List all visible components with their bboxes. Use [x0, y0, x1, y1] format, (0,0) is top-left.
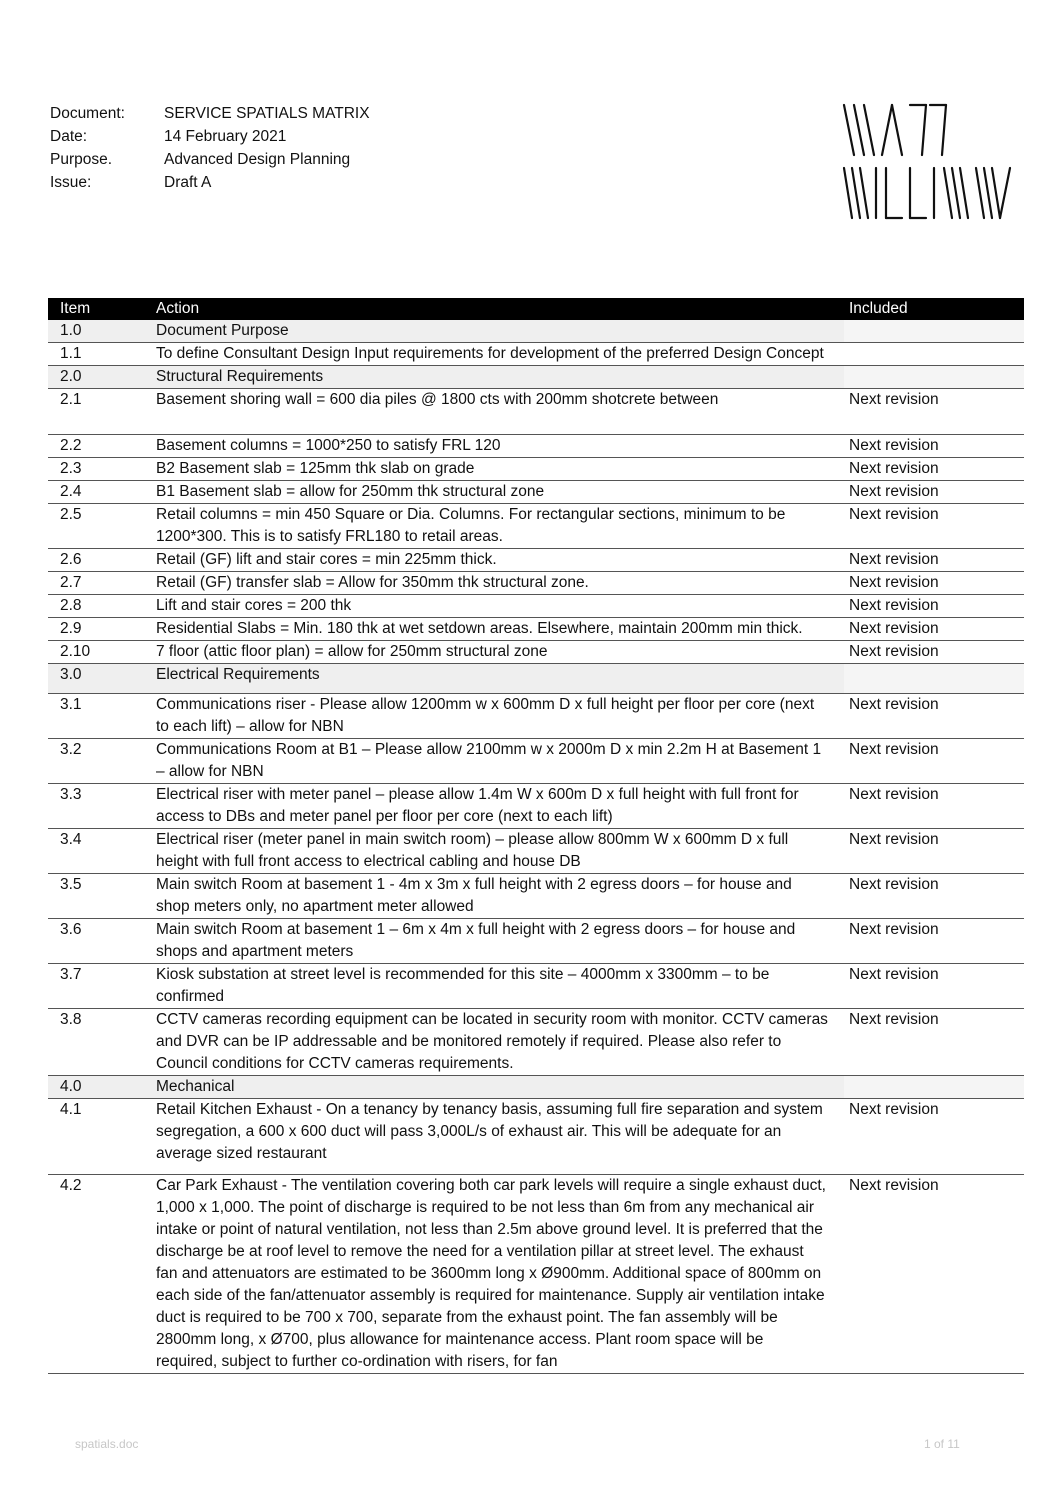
included-status: Next revision [844, 435, 1024, 458]
action-text: Main switch Room at basement 1 - 4m x 3m x full height with 2 egress doors – for house and shop meters only, no apartment meter allowed [151, 874, 844, 919]
included-status: Next revision [844, 572, 1024, 595]
table-row [48, 1009, 1024, 1076]
section-title: Electrical Requirements [151, 664, 844, 694]
table-row [48, 1099, 1024, 1175]
included-status: Next revision [844, 694, 1024, 739]
included-status: Next revision [844, 389, 1024, 435]
section-title: Structural Requirements [151, 366, 844, 389]
table-row [48, 618, 1024, 641]
action-text: Electrical riser (meter panel in main switch room) – please allow 800mm W x 600mm D x full height with full front access to electrical cabling and house DB [151, 829, 844, 874]
included-status: Next revision [844, 504, 1024, 549]
included-status: Next revision [844, 641, 1024, 664]
table-row [48, 389, 1024, 435]
section-row [48, 320, 1024, 343]
column-header-item: Item [48, 298, 151, 320]
table-row [48, 829, 1024, 874]
item-number: 2.3 [48, 458, 151, 481]
item-number: 4.0 [48, 1076, 151, 1099]
table-row [48, 481, 1024, 504]
item-number: 2.1 [48, 389, 151, 435]
included-status: Next revision [844, 919, 1024, 964]
meta-document-label: Document: [50, 105, 125, 122]
included-status: Next revision [844, 618, 1024, 641]
item-number: 2.10 [48, 641, 151, 664]
table-row [48, 919, 1024, 964]
section-row [48, 366, 1024, 389]
table-row [48, 458, 1024, 481]
meta-issue-row [50, 171, 370, 194]
item-number: 2.4 [48, 481, 151, 504]
item-number: 3.4 [48, 829, 151, 874]
included-status: Next revision [844, 549, 1024, 572]
included-status [844, 664, 1024, 694]
action-text: Retail columns = min 450 Square or Dia. Columns. For rectangular sections, minimum to be 1200*300. This is to satisfy FRL180 to retail areas. [151, 504, 844, 549]
item-number: 3.0 [48, 664, 151, 694]
meta-purpose-value: Advanced Design Planning [164, 151, 351, 168]
services-matrix-table [48, 298, 1024, 1374]
item-number: 2.8 [48, 595, 151, 618]
item-number: 2.9 [48, 618, 151, 641]
action-text: Retail (GF) transfer slab = Allow for 350mm thk structural zone. [151, 572, 844, 595]
included-status [844, 366, 1024, 389]
action-text: Communications Room at B1 – Please allow 2100mm w x 2000m D x min 2.2m H at Basement 1 – allow for NBN [151, 739, 844, 784]
table-row [48, 504, 1024, 549]
table-row [48, 641, 1024, 664]
item-number: 1.1 [48, 343, 151, 366]
section-row [48, 1076, 1024, 1099]
meta-document-value: SERVICE SPATIALS MATRIX [164, 105, 370, 122]
action-text: To define Consultant Design Input requirements for development of the preferred Design Concept [151, 343, 844, 366]
action-text: 7 floor (attic floor plan) = allow for 250mm structural zone [151, 641, 844, 664]
meta-date-row [50, 125, 370, 148]
action-text: Electrical riser with meter panel – please allow 1.4m W x 600m D x full height with full front for access to DBs and meter panel per floor per core (next to each lift) [151, 784, 844, 829]
action-text: Retail (GF) lift and stair cores = min 225mm thick. [151, 549, 844, 572]
item-number: 3.2 [48, 739, 151, 784]
section-title: Mechanical [151, 1076, 844, 1099]
included-status: Next revision [844, 874, 1024, 919]
included-status: Next revision [844, 1099, 1024, 1175]
item-number: 4.2 [48, 1175, 151, 1374]
item-number: 1.0 [48, 320, 151, 343]
included-status: Next revision [844, 458, 1024, 481]
table-row [48, 694, 1024, 739]
table-header-row [48, 298, 1024, 320]
document-meta [50, 102, 370, 194]
item-number: 3.5 [48, 874, 151, 919]
action-text: Residential Slabs = Min. 180 thk at wet setdown areas. Elsewhere, maintain 200mm min thick. [151, 618, 844, 641]
meta-date-label: Date: [50, 128, 88, 145]
action-text: Communications riser - Please allow 1200mm w x 600mm D x full height per floor per core (next to each lift) – allow for NBN [151, 694, 844, 739]
item-number: 2.7 [48, 572, 151, 595]
included-status: Next revision [844, 784, 1024, 829]
table-row [48, 572, 1024, 595]
item-number: 3.6 [48, 919, 151, 964]
footer-page-number: 1 of 11 [924, 1437, 960, 1451]
action-text: Main switch Room at basement 1 – 6m x 4m x full height with 2 egress doors – for house and shops and apartment meters [151, 919, 844, 964]
action-text: B1 Basement slab = allow for 250mm thk structural zone [151, 481, 844, 504]
included-status: Next revision [844, 595, 1024, 618]
action-text: B2 Basement slab = 125mm thk slab on grade [151, 458, 844, 481]
item-number: 3.7 [48, 964, 151, 1009]
table-row [48, 1175, 1024, 1374]
action-text: CCTV cameras recording equipment can be located in security room with monitor. CCTV cameras and DVR can be IP addressable and be monitored remotely if required. Please also refer to Council conditions for CCTV cameras requirements. [151, 1009, 844, 1076]
table-row [48, 549, 1024, 572]
action-text: Basement shoring wall = 600 dia piles @ 1800 cts with 200mm shotcrete between [151, 389, 844, 435]
item-number: 3.1 [48, 694, 151, 739]
table-row [48, 595, 1024, 618]
meta-date-value: 14 February 2021 [164, 128, 287, 145]
included-status: Next revision [844, 964, 1024, 1009]
item-number: 2.5 [48, 504, 151, 549]
item-number: 2.0 [48, 366, 151, 389]
item-number: 3.8 [48, 1009, 151, 1076]
action-text: Basement columns = 1000*250 to satisfy FRL 120 [151, 435, 844, 458]
action-text: Lift and stair cores = 200 thk [151, 595, 844, 618]
included-status: Next revision [844, 1009, 1024, 1076]
table-row [48, 964, 1024, 1009]
meta-issue-value: Draft A [164, 174, 212, 191]
table-row [48, 343, 1024, 366]
included-status: Next revision [844, 1175, 1024, 1374]
item-number: 3.3 [48, 784, 151, 829]
item-number: 2.2 [48, 435, 151, 458]
table-row [48, 874, 1024, 919]
included-status [844, 343, 1024, 366]
footer-filename: spatials.doc [75, 1437, 139, 1451]
matt-williams-logo [842, 100, 1014, 222]
item-number: 2.6 [48, 549, 151, 572]
meta-document-row [50, 102, 370, 125]
section-title: Document Purpose [151, 320, 844, 343]
included-status: Next revision [844, 739, 1024, 784]
included-status: Next revision [844, 481, 1024, 504]
meta-purpose-row [50, 148, 370, 171]
column-header-included: Included [844, 298, 1024, 320]
column-header-action: Action [151, 298, 844, 320]
included-status: Next revision [844, 829, 1024, 874]
included-status [844, 320, 1024, 343]
action-text: Kiosk substation at street level is recommended for this site – 4000mm x 3300mm – to be confirmed [151, 964, 844, 1009]
table-row [48, 435, 1024, 458]
item-number: 4.1 [48, 1099, 151, 1175]
action-text: Retail Kitchen Exhaust - On a tenancy by tenancy basis, assuming full fire separation and system segregation, a 600 x 600 duct will pass 3,000L/s of exhaust air. This will be adequate for an average sized restaurant [151, 1099, 844, 1175]
table-row [48, 739, 1024, 784]
action-text: Car Park Exhaust - The ventilation covering both car park levels will require a single exhaust duct, 1,000 x 1,000. The point of discharge is required to be not less than 6m from any mechanical air intake or point of natural ventilation, not less than 2.5m above ground level. It is preferred that the discharge be at roof level to remove the need for a ventilation pillar at street level. The exhaust fan and attenuators are estimated to be 3600mm long x Ø900mm. Additional space of 800mm on each side of the fan/attenuator assembly is required for maintenance. Supply air ventilation intake duct is required to be 700 x 700, separate from the exhaust point. The fan assembly will be 2800mm long, x Ø700, plus allowance for maintenance access. Plant room space will be required, subject to further co-ordination with risers, for fan [151, 1175, 844, 1374]
included-status [844, 1076, 1024, 1099]
table-row [48, 784, 1024, 829]
meta-issue-label: Issue: [50, 174, 92, 191]
section-row [48, 664, 1024, 694]
meta-purpose-label: Purpose. [50, 151, 113, 168]
